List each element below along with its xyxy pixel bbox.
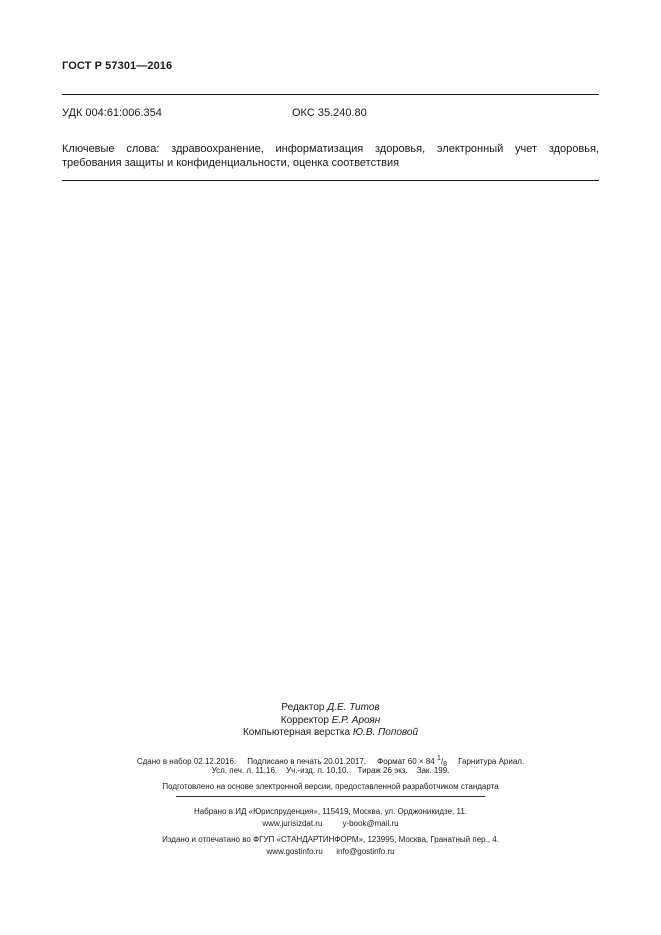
keywords-divider <box>62 180 599 181</box>
editor-line <box>0 702 661 715</box>
order-number: Зак. 199. <box>416 766 450 775</box>
printed-address: Издано и отпечатано во ФГУП «СТАНДАРТИНФОРМ», 123995, Москва, Гранатный пер., 4. <box>162 835 499 844</box>
pub-sheets: Уч.-изд. л. 10,10. <box>286 766 349 775</box>
typeset-contacts <box>0 818 661 830</box>
layout-line <box>0 727 661 740</box>
typeset-address: Набрано в ИД «Юриспруденция», 115419, Москва, ул. Орджоникидзе, 11. <box>193 807 468 816</box>
submitted-date: Сдано в набор 02.12.2016. <box>136 757 237 766</box>
layout-name: Ю.В. Поповой <box>352 727 419 738</box>
typeset-website[interactable]: www.jurisizdat.ru <box>262 819 323 828</box>
printed-website[interactable]: www.gostinfo.ru <box>266 847 323 856</box>
imprint-divider <box>176 796 485 797</box>
credits-block <box>0 702 661 740</box>
corrector-name: Е.Р. Ароян <box>331 714 381 726</box>
prepared-note: Подготовлено на основе электронной версии, предоставленной разработчиком стандарта <box>162 782 499 791</box>
oks-code: ОКС 35.240.80 <box>292 107 367 119</box>
corrector-role: Корректор <box>280 714 329 726</box>
signed-date: Подписано в печать 20.01.2017. <box>247 757 367 766</box>
udk-code: УДК 004:61:006.354 <box>62 107 162 119</box>
editor-name: Д.Е. Титов <box>327 702 380 713</box>
keywords-paragraph: Ключевые слова: здравоохранение, информатизация здоровья, электронный учет здоровья, требования защиты и конфиденциальности, оценка соответствия <box>62 143 599 169</box>
print-sheets: Усл. печ. л. 11,16. <box>211 766 278 775</box>
editor-role: Редактор <box>281 702 325 713</box>
header-divider <box>62 94 599 95</box>
font-info: Гарнитура Ариал. <box>458 757 525 766</box>
corrector-line <box>0 715 661 728</box>
printed-contacts <box>0 846 661 858</box>
layout-role: Компьютерная верстка <box>242 727 351 738</box>
paper-format: Формат 60 × 84 $^1/_8$ <box>377 755 447 768</box>
printed-email[interactable]: info@gostinfo.ru <box>336 847 395 856</box>
circulation: Тираж 26 экз. <box>357 766 408 775</box>
imprint-line-2 <box>0 765 661 777</box>
document-header-title: ГОСТ Р 57301—2016 <box>62 60 173 72</box>
typeset-email[interactable]: y-book@mail.ru <box>342 819 399 828</box>
